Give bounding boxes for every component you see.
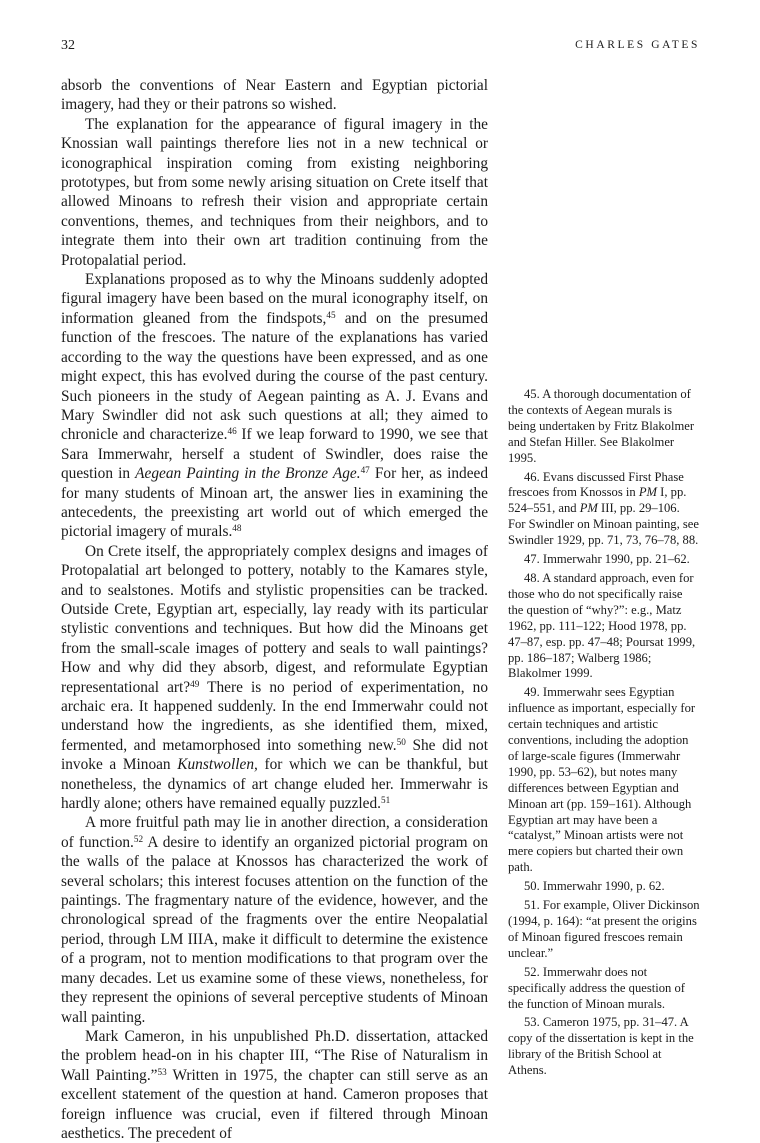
paragraph	[61, 76, 488, 115]
paragraph-text: A desire to identify an organized pictorial program on the walls of the palace at Knossos has characterized the work of several scholars; this interest focuses attention on the function of the paintings. The fragmentary nature of the evidence, however, and the chronological spread of the fragments over the entire Neopalatial period, through LM IIIA, make it difficult to determine the existence of a program, not to mention modifications to that program over the many decades. Let us examine some of these views, nonetheless, for they represent the opinions of several perceptive students of Minoan wall painting.	[61, 833, 488, 1026]
paragraph-text: The explanation for the appearance of figural imagery in the Knossian wall paintings therefore lies not in a new technical or iconographical inspiration coming from existing neighboring prototypes, but from some newly arising situation on Crete itself that allowed Minoans to refresh their vision and appropriate certain conventions, themes, and techniques from their neighbors, and to integrate them into their own art tradition continuing from the Protopalatial period.	[61, 115, 488, 269]
footnote-ref[interactable]: 52	[133, 833, 144, 844]
footnote-49	[508, 685, 700, 876]
paragraph-text: If we leap forward to 1990, we see that Sara Immerwahr, herself a student of Swindler, does raise the question in	[61, 426, 488, 483]
paragraph-text: For her, as indeed for many students of Minoan art, the answer lies in examining the antecedents, the preexisting art world out of which emerged the pictorial imagery of murals.	[61, 465, 489, 541]
paragraph-text: She did not invoke a Minoan	[61, 736, 488, 774]
main-text	[61, 76, 488, 1143]
footnote-text: 51. For example, Oliver Dickinson (1994, p. 164): “at present the origins of Minoan figured frescoes remain unclear.”	[508, 898, 700, 960]
page-number: 32	[61, 38, 75, 53]
footnote-53	[508, 1015, 700, 1079]
paragraph-text: absorb the conventions of Near Eastern and Egyptian pictorial imagery, had they or their patrons so wished.	[61, 77, 488, 114]
footnote-52	[508, 965, 700, 1013]
paragraph-text: Explanations proposed as to why the Minoans suddenly adopted figural imagery have been based on the mural iconography itself, on information gleaned from the findspots,	[61, 271, 488, 327]
book-title: Aegean Painting in the Bronze Age.	[135, 465, 361, 483]
paragraph	[61, 813, 488, 1026]
footnote-ref[interactable]: 49	[190, 678, 200, 689]
footnote-ref[interactable]: 51	[380, 794, 391, 805]
footnote-45	[508, 387, 700, 467]
paragraph-text: for which we can be thankful, but nonetheless, the dynamics of art change eluded her. Immerwahr is hardly alone; others have remained equally puzzled.	[61, 756, 489, 813]
footnote-text: 47. Immerwahr 1990, pp. 21–62.	[524, 552, 690, 567]
footnote-47	[508, 552, 700, 568]
paragraph-text: There is no period of experimentation, no archaic era. It happened suddenly. In the end Immerwahr could not understand how the ingredients, as she identified them, mixed, fermented, and metamorphosed into something new.	[61, 678, 488, 754]
footnote-italic: PM	[579, 501, 598, 516]
footnote-ref[interactable]: 45	[326, 309, 336, 320]
paragraph-text: and on the presumed function of the frescoes. The nature of the explanations has varied according to the way the questions have been expressed, and as one might expect, this has evolved during the course of the past century. Such pioneers in the study of Aegean painting as A. J. Evans and Mary Swindler did not ask such questions at all; they aimed to chronicle and characterize.	[61, 309, 488, 444]
footnote-text: 53. Cameron 1975, pp. 31–47. A copy of the dissertation is kept in the library of the British School at Athens.	[508, 1015, 694, 1078]
footnote-text: 49. Immerwahr sees Egyptian influence as important, especially for certain techniques and artistic conventions, including the adoption of large-scale figures (Immerwahr 1990, pp. 53–62), but notes many differences between Egyptian and Minoan art (pp. 159–161). Although Egyptian art may have been a “catalyst,” Minoan artists were not mere copiers but charted their own path.	[508, 685, 696, 875]
paragraph-text: Mark Cameron, in his unpublished Ph.D. dissertation, attacked the problem head-on in his chapter III, “The Rise of Naturalism in Wall Painting.”	[61, 1027, 488, 1084]
footnote-ref[interactable]: 46	[227, 426, 237, 437]
footnote-text: I, pp. 524–551, and	[508, 485, 687, 516]
paragraph	[61, 270, 488, 542]
footnote-46	[508, 470, 700, 550]
paragraph	[61, 542, 488, 814]
footnote-text: 45. A thorough documentation of the contexts of Aegean murals is being undertaken by Fritz Blakolmer and Stefan Hiller. See Blakolmer 1995.	[508, 387, 695, 465]
footnote-ref[interactable]: 53	[157, 1066, 167, 1077]
footnotes	[508, 387, 700, 1082]
footnote-ref[interactable]: 47	[360, 465, 370, 476]
footnote-ref[interactable]: 50	[396, 736, 406, 747]
paragraph	[61, 1027, 488, 1143]
footnote-text: 52. Immerwahr does not specifically address the question of the function of Minoan murals.	[508, 964, 685, 1011]
footnote-51	[508, 898, 700, 962]
footnote-ref[interactable]: 48	[232, 523, 242, 534]
footnote-text: 46. Evans discussed First Phase frescoes from Knossos in	[508, 469, 684, 500]
italic-term: Kunstwollen,	[177, 756, 258, 774]
footnote-48	[508, 571, 700, 682]
paragraph-text: Written in 1975, the chapter can still serve as an excellent statement of the question at hand. Cameron proposes that foreign influence was crucial, even if filtered through Minoan aesthetics. The precedent of	[61, 1066, 488, 1142]
footnote-text: 50. Immerwahr 1990, p. 62.	[524, 879, 665, 894]
paragraph	[61, 115, 488, 270]
footnote-italic: PM	[638, 485, 658, 500]
footnote-text: III, pp. 29–106. For Swindler on Minoan painting, see Swindler 1929, pp. 71, 73, 76–78, 88.	[508, 501, 699, 548]
running-head: CHARLES GATES	[575, 39, 700, 51]
paragraph-text: On Crete itself, the appropriately complex designs and images of Protopalatial art belonged to pottery, notably to the Kamares style, and to sealstones. Motifs and stylistic propensities can be tracked. Outside Crete, Egyptian art, especially, lay ready with its particular stylistic conventions and techniques. But how did the Minoans get from the small-scale images of pottery and seals to wall paintings? How and why did they absorb, digest, and reformulate Egyptian representational art?	[61, 542, 488, 696]
page-header	[61, 38, 700, 58]
paragraph-text: A more fruitful path may lie in another direction, a consideration of function.	[61, 814, 488, 851]
footnote-text: 48. A standard approach, even for those who do not specifically raise the question of “why?”: e.g., Matz 1962, pp. 111–122; Hood 1978, pp. 47–87, esp. pp. 47–48; Poursat 1999, pp. 186–187; Walberg 1986; Blakolmer 1999.	[508, 570, 696, 681]
footnote-50	[508, 879, 700, 895]
